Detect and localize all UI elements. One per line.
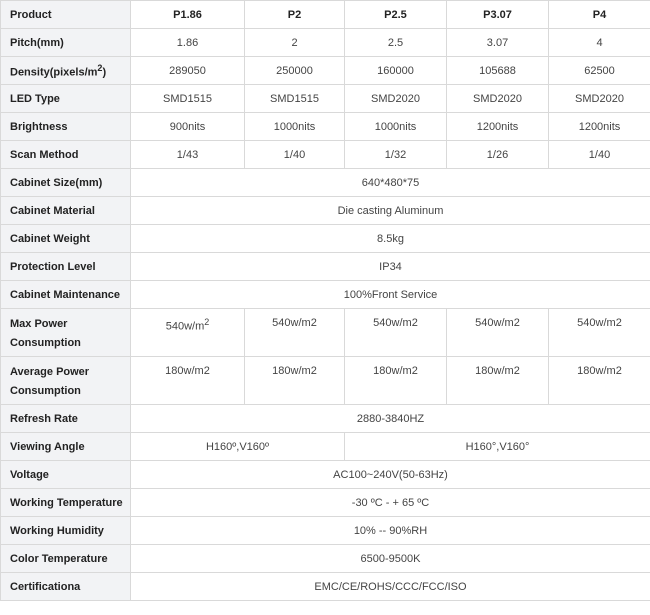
cell: 1.86: [131, 29, 245, 57]
cell: 1/32: [345, 141, 447, 169]
cell: 540w/m2: [549, 309, 650, 357]
cell: 640*480*75: [131, 169, 650, 197]
cell: 1200nits: [549, 113, 650, 141]
row-protection: [1, 253, 650, 281]
cell: 6500-9500K: [131, 545, 650, 573]
row-label: Refresh Rate: [1, 405, 131, 433]
cell: 1200nits: [447, 113, 549, 141]
row-cert: [1, 573, 650, 601]
row-label: [1, 309, 131, 357]
row-cabinet-size: [1, 169, 650, 197]
cell: 180w/m2: [549, 357, 650, 405]
cell: Die casting Aluminum: [131, 197, 650, 225]
label-sup: 2: [97, 62, 103, 73]
row-label: Certificationa: [1, 573, 131, 601]
row-label: Working Temperature: [1, 489, 131, 517]
row-label: Color Temperature: [1, 545, 131, 573]
header-model: P2.5: [345, 1, 447, 29]
cell: SMD2020: [345, 85, 447, 113]
cell: 1/40: [245, 141, 345, 169]
label-line: Max Power: [10, 317, 68, 330]
cell: 540w/m2: [345, 309, 447, 357]
row-label: Cabinet Maintenance: [1, 281, 131, 309]
header-model: P3.07: [447, 1, 549, 29]
row-cabinet-weight: [1, 225, 650, 253]
row-label: Cabinet Material: [1, 197, 131, 225]
cell: 1/26: [447, 141, 549, 169]
label-line: Consumption: [10, 336, 81, 349]
row-label: Cabinet Weight: [1, 225, 131, 253]
cell: 1/43: [131, 141, 245, 169]
cell: 2: [245, 29, 345, 57]
header-model: P4: [549, 1, 650, 29]
cell-base: 540w/m: [165, 320, 205, 333]
cell: 3.07: [447, 29, 549, 57]
row-color-temp: [1, 545, 650, 573]
cell: 10% -- 90%RH: [131, 517, 650, 545]
header-row: [1, 1, 650, 29]
row-label: Voltage: [1, 461, 131, 489]
row-refresh: [1, 405, 650, 433]
row-cabinet-material: [1, 197, 650, 225]
cell: SMD2020: [447, 85, 549, 113]
cell: 180w/m2: [245, 357, 345, 405]
row-label: Working Humidity: [1, 517, 131, 545]
cell: 160000: [345, 57, 447, 85]
cell: H160°,V160°: [345, 433, 650, 461]
row-brightness: [1, 113, 650, 141]
cell: EMC/CE/ROHS/CCC/FCC/ISO: [131, 573, 650, 601]
header-label: Product: [1, 1, 131, 29]
row-viewing: [1, 433, 650, 461]
cell: AC100~240V(50-63Hz): [131, 461, 650, 489]
cell: 100%Front Service: [131, 281, 650, 309]
row-work-temp: [1, 489, 650, 517]
cell: 8.5kg: [131, 225, 650, 253]
cell: 2880-3840HZ: [131, 405, 650, 433]
row-scan: [1, 141, 650, 169]
row-label: LED Type: [1, 85, 131, 113]
cell: 1/40: [549, 141, 650, 169]
cell: 1000nits: [345, 113, 447, 141]
row-maintenance: [1, 281, 650, 309]
row-label: [1, 357, 131, 405]
label-line: Average Power: [10, 365, 90, 378]
row-pitch: [1, 29, 650, 57]
row-max-power: [1, 309, 650, 357]
cell: SMD2020: [549, 85, 650, 113]
cell: 62500: [549, 57, 650, 85]
row-density: [1, 57, 650, 85]
row-avg-power: [1, 357, 650, 405]
cell: 540w/m2: [447, 309, 549, 357]
row-label: Cabinet Size(mm): [1, 169, 131, 197]
cell: 900nits: [131, 113, 245, 141]
row-label: Viewing Angle: [1, 433, 131, 461]
row-label: [1, 57, 131, 85]
cell-sup: 2: [204, 317, 210, 327]
header-model: P2: [245, 1, 345, 29]
cell: [131, 309, 245, 357]
cell: 2.5: [345, 29, 447, 57]
cell: 180w/m2: [345, 357, 447, 405]
cell: IP34: [131, 253, 650, 281]
row-label: Scan Method: [1, 141, 131, 169]
row-humidity: [1, 517, 650, 545]
cell: SMD1515: [245, 85, 345, 113]
header-model: P1.86: [131, 1, 245, 29]
row-label: Pitch(mm): [1, 29, 131, 57]
cell: 4: [549, 29, 650, 57]
label-line: Consumption: [10, 384, 81, 397]
cell: 180w/m2: [447, 357, 549, 405]
row-label: Brightness: [1, 113, 131, 141]
cell: SMD1515: [131, 85, 245, 113]
row-led-type: [1, 85, 650, 113]
cell: 180w/m2: [131, 357, 245, 405]
label-end: ): [102, 66, 107, 79]
row-voltage: [1, 461, 650, 489]
cell: 105688: [447, 57, 549, 85]
row-label: Protection Level: [1, 253, 131, 281]
cell: 540w/m2: [245, 309, 345, 357]
cell: 289050: [131, 57, 245, 85]
cell: 1000nits: [245, 113, 345, 141]
label-text: Density(pixels/m: [10, 66, 98, 79]
cell: H160º,V160º: [131, 433, 345, 461]
cell: -30 ºC - + 65 ºC: [131, 489, 650, 517]
cell: 250000: [245, 57, 345, 85]
